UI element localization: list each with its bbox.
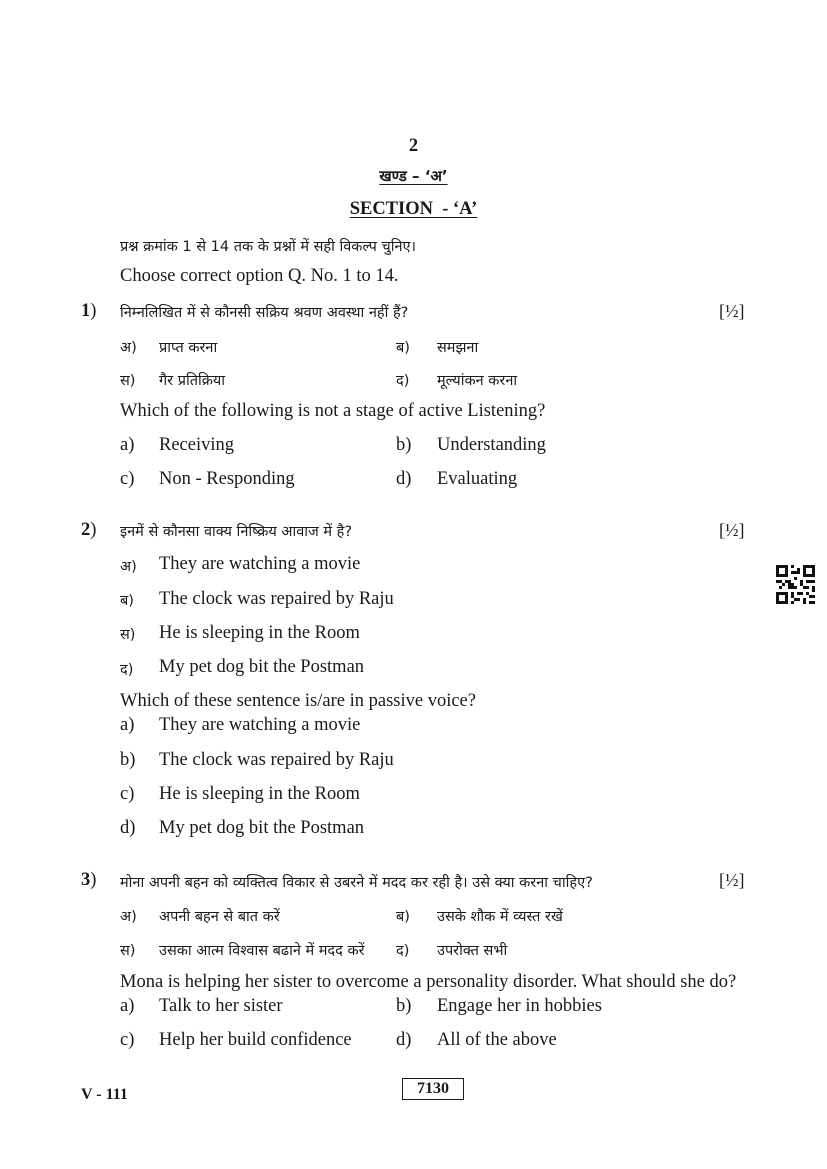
option-text: He is sleeping in the Room xyxy=(159,623,360,643)
option-text: उसके शौक में व्यस्त रखें xyxy=(437,909,563,925)
option-label: ब) xyxy=(396,909,410,925)
option-text: The clock was repaired by Raju xyxy=(159,750,394,770)
question-text-hindi: निम्नलिखित में से कौनसी सक्रिय श्रवण अवस्था नहीं हैं? xyxy=(120,305,409,321)
option-text: Talk to her sister xyxy=(159,996,283,1016)
option-label: d) xyxy=(396,1030,412,1050)
option-text: My pet dog bit the Postman xyxy=(159,818,365,838)
option-label: अ) xyxy=(120,559,137,575)
section-title-hindi: खण्ड – ‘अ’ xyxy=(379,167,448,185)
option-text: Engage her in hobbies xyxy=(437,996,602,1016)
page-number: 2 xyxy=(408,136,419,156)
option-text: Help her build confidence xyxy=(159,1030,352,1050)
option-label: d) xyxy=(396,469,412,489)
question-text-english: Which of the following is not a stage of active Listening? xyxy=(120,401,546,421)
option-label: स) xyxy=(120,943,136,959)
page-code-box: 7130 xyxy=(402,1078,464,1100)
option-text: The clock was repaired by Raju xyxy=(159,589,394,609)
option-text: उसका आत्म विश्वास बढाने में मदद करें xyxy=(159,943,365,959)
option-label: अ) xyxy=(120,340,137,356)
question-number: 3) xyxy=(81,870,97,890)
option-text: He is sleeping in the Room xyxy=(159,784,360,804)
option-label: स) xyxy=(120,373,136,389)
option-label: ब) xyxy=(396,340,410,356)
question-text-english: Which of these sentence is/are in passive voice? xyxy=(120,691,476,711)
question-text-english: Mona is helping her sister to overcome a personality disorder. What should she do? xyxy=(120,972,737,992)
option-label: a) xyxy=(120,435,135,455)
option-text: My pet dog bit the Postman xyxy=(159,657,365,677)
paper-code: V - 111 xyxy=(81,1086,128,1103)
option-text: They are watching a movie xyxy=(159,554,361,574)
option-text: Receiving xyxy=(159,435,235,455)
option-label: c) xyxy=(120,469,135,489)
option-text: समझना xyxy=(437,340,479,356)
option-text: Evaluating xyxy=(437,469,518,489)
option-text: They are watching a movie xyxy=(159,715,361,735)
option-label: द) xyxy=(120,662,134,678)
marks-label: [½] xyxy=(719,520,745,540)
question-text-hindi: मोना अपनी बहन को व्यक्तित्व विकार से उबरने में मदद कर रही है। उसे क्या करना चाहिए? xyxy=(120,875,593,891)
option-label: a) xyxy=(120,715,135,735)
option-text: Non - Responding xyxy=(159,469,295,489)
question-number: 1) xyxy=(81,301,97,321)
qr-code-icon xyxy=(776,565,815,604)
option-label: c) xyxy=(120,784,135,804)
option-label: द) xyxy=(396,943,410,959)
option-label: b) xyxy=(396,435,412,455)
marks-label: [½] xyxy=(719,870,745,890)
option-label: b) xyxy=(396,996,412,1016)
option-text: गैर प्रतिक्रिया xyxy=(159,373,226,389)
question-text-hindi: इनमें से कौनसा वाक्य निष्क्रिय आवाज में है? xyxy=(120,524,353,540)
instruction-english: Choose correct option Q. No. 1 to 14. xyxy=(120,266,399,286)
option-label: अ) xyxy=(120,909,137,925)
section-title-english: SECTION - ‘A’ xyxy=(349,199,478,219)
option-text: अपनी बहन से बात करें xyxy=(159,909,280,925)
option-label: ब) xyxy=(120,593,134,609)
option-label: a) xyxy=(120,996,135,1016)
option-text: प्राप्त करना xyxy=(159,340,218,356)
option-label: d) xyxy=(120,818,136,838)
option-label: c) xyxy=(120,1030,135,1050)
option-text: Understanding xyxy=(437,435,546,455)
option-text: उपरोक्त सभी xyxy=(437,943,508,959)
option-text: मूल्यांकन करना xyxy=(437,373,518,389)
option-label: b) xyxy=(120,750,136,770)
option-text: All of the above xyxy=(437,1030,557,1050)
option-label: स) xyxy=(120,627,136,643)
instruction-hindi: प्रश्न क्रमांक 1 से 14 तक के प्रश्नों में सही विकल्प चुनिए। xyxy=(120,239,417,255)
option-label: द) xyxy=(396,373,410,389)
marks-label: [½] xyxy=(719,301,745,321)
question-number: 2) xyxy=(81,520,97,540)
